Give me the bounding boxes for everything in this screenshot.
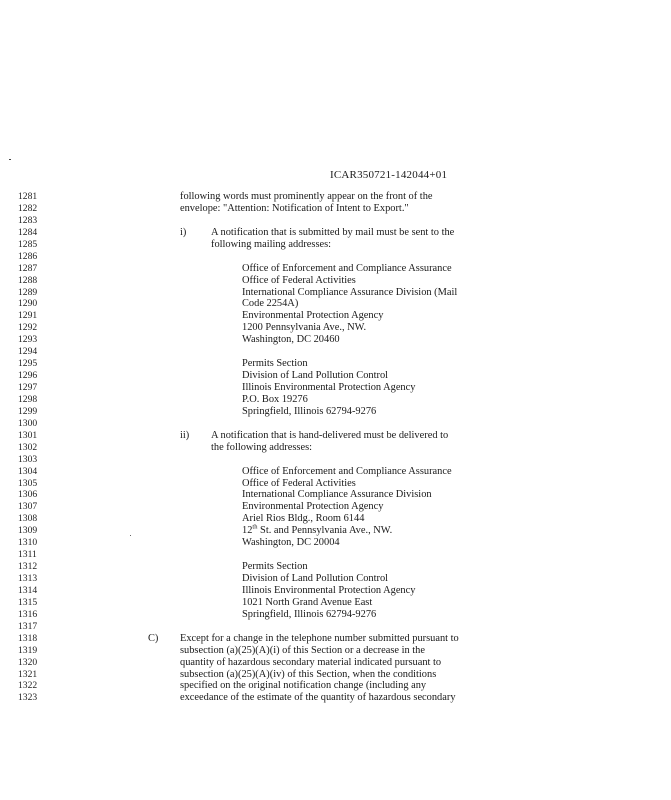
line-number: 1309 [18, 525, 38, 537]
line-number: 1323 [18, 692, 38, 704]
line-number: 1310 [18, 537, 38, 549]
text-line [0, 513, 671, 525]
subsection-label: ii) [180, 429, 190, 441]
line-text: Division of Land Pollution Control [242, 370, 389, 382]
text-line [0, 382, 671, 394]
line-number: 1288 [18, 274, 38, 286]
line-text: Office of Federal Activities [242, 274, 356, 286]
text-line [0, 322, 671, 334]
line-text: Illinois Environmental Protection Agency [242, 584, 416, 596]
subsection-label: C) [148, 632, 159, 644]
line-number: 1283 [18, 214, 38, 226]
line-number: 1305 [18, 477, 38, 489]
line-text: A notification that is hand-delivered must be delivered to [211, 429, 449, 441]
text-line [0, 406, 671, 418]
line-number: 1297 [18, 382, 38, 393]
line-text: 1021 North Grand Avenue East [242, 596, 373, 608]
line-text: Code 2254A) [242, 298, 299, 310]
line-number: 1303 [18, 453, 38, 465]
subsection-label: i) [180, 226, 187, 238]
text-line [0, 525, 671, 537]
line-number: 1311 [18, 549, 37, 561]
text-line [0, 370, 671, 382]
line-number: 1314 [18, 584, 38, 596]
line-number: 1294 [18, 346, 38, 358]
text-line [0, 669, 671, 681]
line-number: 1285 [18, 238, 38, 250]
text-line [0, 191, 671, 203]
text-line [0, 418, 671, 430]
document-code: ICAR350721-142044+01 [330, 169, 448, 181]
line-text: envelope: "Attention: Notification of Intent to Export." [180, 202, 409, 214]
text-line [0, 239, 671, 251]
line-number: 1313 [18, 573, 38, 584]
line-text: International Compliance Assurance Division (Mail [242, 286, 458, 298]
line-number: 1289 [18, 286, 38, 298]
line-number: 1317 [18, 620, 38, 632]
line-text: Washington, DC 20004 [242, 537, 340, 549]
text-line [0, 573, 671, 585]
text-line [0, 609, 671, 621]
line-text: Permits Section [242, 561, 308, 573]
line-text: the following addresses: [211, 441, 312, 453]
line-text: Ariel Rios Bldg., Room 6144 [242, 513, 365, 525]
text-line [0, 478, 671, 490]
line-text: A notification that is submitted by mail must be sent to the [211, 226, 455, 238]
line-number: 1290 [18, 298, 38, 310]
line-number: 1306 [18, 489, 38, 501]
text-line [0, 394, 671, 406]
text-line [0, 621, 671, 633]
ordinal-suffix: th [252, 523, 258, 531]
text-line [0, 358, 671, 370]
line-number: 1295 [18, 358, 38, 370]
line-number: 1304 [18, 465, 38, 477]
line-number: 1291 [18, 310, 38, 322]
line-text: P.O. Box 19276 [242, 393, 308, 405]
text-line [0, 275, 671, 287]
line-text: subsection (a)(25)(A)(i) of this Section or a decrease in the [180, 644, 425, 656]
line-number: 1281 [18, 191, 38, 202]
line-number: 1316 [18, 608, 38, 620]
line-number: 1307 [18, 501, 38, 513]
text-line [0, 287, 671, 299]
text-line [0, 561, 671, 573]
line-text: Office of Enforcement and Compliance Assurance [242, 465, 452, 477]
line-text [242, 525, 392, 537]
text-line [0, 430, 671, 442]
line-text: exceedance of the estimate of the quantity of hazardous secondary [180, 692, 456, 704]
line-number: 1321 [18, 668, 38, 680]
text-line [0, 549, 671, 561]
line-number: 1308 [18, 513, 38, 525]
line-number: 1298 [18, 393, 38, 405]
line-text: Office of Enforcement and Compliance Assurance [242, 262, 452, 274]
line-number: 1286 [18, 250, 38, 262]
line-text: 1200 Pennsylvania Ave., NW. [242, 322, 367, 334]
line-number: 1322 [18, 680, 38, 692]
line-text: Environmental Protection Agency [242, 310, 384, 322]
text-line [0, 692, 671, 704]
line-text: following mailing addresses: [211, 238, 332, 250]
line-number: 1292 [18, 322, 38, 334]
line-text: Washington, DC 20460 [242, 334, 340, 346]
line-text: International Compliance Assurance Division [242, 489, 432, 501]
text-line [0, 346, 671, 358]
text-line [0, 251, 671, 263]
line-number: 1318 [18, 632, 38, 644]
text-line [0, 537, 671, 549]
text-line [0, 633, 671, 645]
line-text: Springfield, Illinois 62794-9276 [242, 608, 377, 620]
text-line [0, 466, 671, 478]
line-text: Division of Land Pollution Control [242, 573, 389, 584]
line-number: 1302 [18, 441, 38, 453]
line-text-part: 12 [242, 525, 253, 537]
line-number: 1282 [18, 202, 38, 214]
line-text: Except for a change in the telephone number submitted pursuant to [180, 632, 459, 644]
line-text: Illinois Environmental Protection Agency [242, 382, 416, 393]
line-number: 1301 [18, 429, 38, 441]
line-number: 1315 [18, 596, 38, 608]
text-line [0, 334, 671, 346]
line-text: Office of Federal Activities [242, 477, 356, 489]
line-number: 1293 [18, 334, 38, 346]
line-number: 1300 [18, 417, 38, 429]
line-number: 1287 [18, 262, 38, 274]
line-text: subsection (a)(25)(A)(iv) of this Section, when the conditions [180, 668, 437, 680]
line-number: 1296 [18, 370, 38, 382]
line-text-part: St. and Pennsylvania Ave., NW. [257, 525, 393, 537]
line-number: 1319 [18, 644, 38, 656]
line-text: Springfield, Illinois 62794-9276 [242, 405, 377, 417]
text-line [0, 310, 671, 322]
line-text: Environmental Protection Agency [242, 501, 384, 513]
line-text: Permits Section [242, 358, 308, 370]
text-line [0, 203, 671, 215]
text-line [0, 585, 671, 597]
text-line [0, 501, 671, 513]
text-line [0, 227, 671, 239]
text-line [0, 298, 671, 310]
text-line [0, 215, 671, 227]
line-number: 1284 [18, 226, 38, 238]
text-line [0, 263, 671, 275]
text-line [0, 489, 671, 501]
line-number: 1320 [18, 656, 38, 668]
line-text: quantity of hazardous secondary material indicated pursuant to [180, 656, 442, 668]
numbered-text-body [0, 191, 671, 704]
text-line [0, 680, 671, 692]
line-text: following words must prominently appear on the front of the [180, 191, 433, 202]
text-line [0, 657, 671, 669]
line-number: 1312 [18, 561, 38, 573]
scan-mark [9, 159, 11, 160]
text-line [0, 597, 671, 609]
line-text: specified on the original notification change (including any [180, 680, 427, 692]
text-line [0, 454, 671, 466]
text-line [0, 645, 671, 657]
text-line [0, 442, 671, 454]
line-number: 1299 [18, 405, 38, 417]
